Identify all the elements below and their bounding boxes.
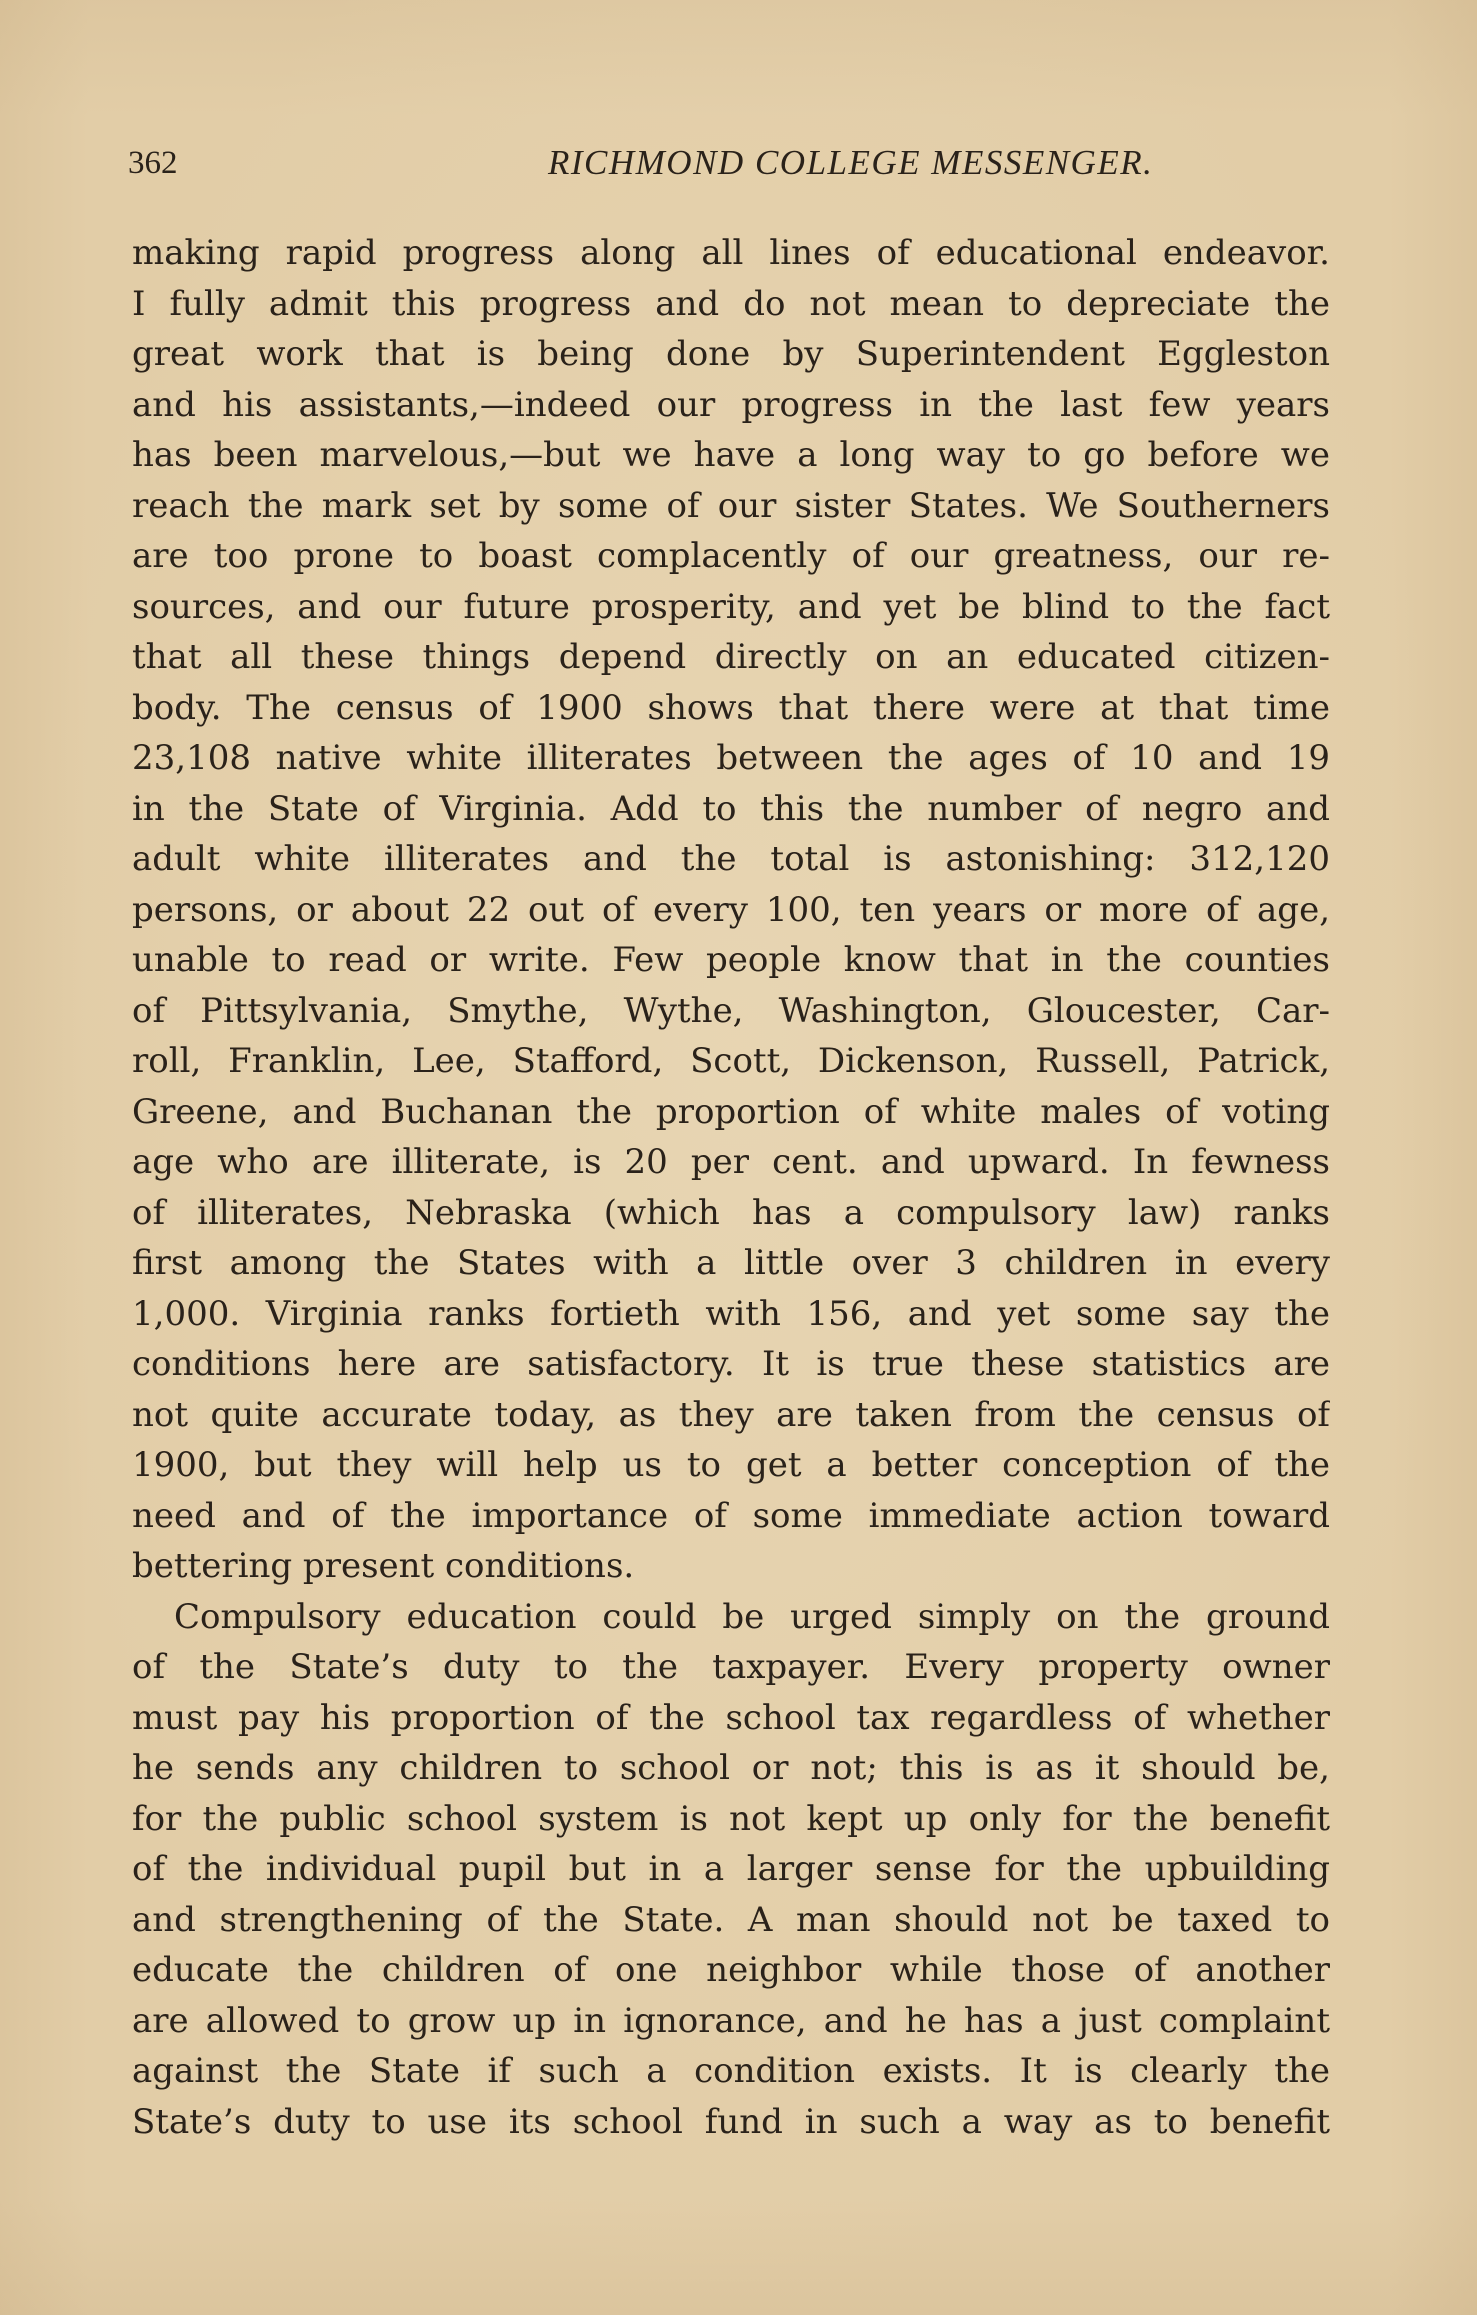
text-line: making rapid progress along all lines of educational endeavor. xyxy=(132,233,1330,273)
text-line: age who are illiterate, is 20 per cent. and upward. In fewness xyxy=(132,1142,1330,1182)
text-line: bettering present conditions. xyxy=(132,1546,635,1586)
text-line: has been marvelous,—but we have a long way to go before we xyxy=(132,435,1330,475)
text-line: I fully admit this progress and do not mean to depreciate the xyxy=(132,283,1330,324)
text-line: first among the States with a little over 3 children in every xyxy=(132,1243,1330,1283)
text-line: reach the mark set by some of our sister States. We Southerners xyxy=(132,485,1330,526)
running-head: RICHMOND COLLEGE MESSENGER. xyxy=(548,143,1154,182)
text-line: 23,108 native white illiterates between the ages of 10 and 19 xyxy=(132,738,1330,778)
text-line: unable to read or write. Few people know that in the counties xyxy=(132,940,1330,980)
text-line: conditions here are satisfactory. It is true these statistics are xyxy=(132,1344,1330,1384)
text-line: are too prone to boast complacently of our greatness, our re- xyxy=(132,536,1330,576)
text-line: and his assistants,—indeed our progress in the last few years xyxy=(132,384,1330,425)
text-line: educate the children of one neighbor while those of another xyxy=(132,1950,1330,1990)
text-line: not quite accurate today, as they are taken from the census of xyxy=(132,1394,1330,1435)
text-line: of Pittsylvania, Smythe, Wythe, Washington, Gloucester, Car- xyxy=(132,990,1330,1031)
text-line: and strengthening of the State. A man should not be taxed to xyxy=(132,1899,1330,1940)
text-line: in the State of Virginia. Add to this the number of negro and xyxy=(132,788,1330,829)
paragraph-2 xyxy=(132,1592,1330,2148)
text-line: State’s duty to use its school fund in such a way as to benefit xyxy=(132,2101,1330,2142)
paragraph-1 xyxy=(132,228,1330,1592)
text-line: 1900, but they will help us to get a better conception of the xyxy=(132,1445,1330,1485)
text-line: of illiterates, Nebraska (which has a compulsory law) ranks xyxy=(132,1192,1330,1233)
text-line: for the public school system is not kept up only for the benefit xyxy=(132,1798,1330,1839)
text-line: Greene, and Buchanan the proportion of white males of voting xyxy=(132,1091,1330,1132)
text-line: that all these things depend directly on an educated citizen- xyxy=(132,637,1330,677)
body-text xyxy=(132,228,1330,2147)
text-line: persons, or about 22 out of every 100, ten years or more of age, xyxy=(132,889,1330,930)
text-line: adult white illiterates and the total is astonishing: 312,120 xyxy=(132,839,1330,879)
text-line: he sends any children to school or not; this is as it should be, xyxy=(132,1748,1330,1788)
text-line: Compulsory education could be urged simply on the ground xyxy=(174,1596,1330,1637)
text-line: of the State’s duty to the taxpayer. Every property owner xyxy=(132,1647,1330,1687)
text-line: of the individual pupil but in a larger sense for the upbuilding xyxy=(132,1849,1330,1889)
text-line: sources, and our future prosperity, and yet be blind to the fact xyxy=(132,586,1330,627)
page-header xyxy=(128,138,1338,188)
page-number: 362 xyxy=(128,145,178,181)
text-line: against the State if such a condition exists. It is clearly the xyxy=(132,2051,1330,2091)
text-line: are allowed to grow up in ignorance, and he has a just complaint xyxy=(132,2000,1330,2041)
text-line: need and of the importance of some immediate action toward xyxy=(132,1495,1330,1536)
text-line: great work that is being done by Superintendent Eggleston xyxy=(132,334,1330,374)
text-line: body. The census of 1900 shows that there were at that time xyxy=(132,687,1330,728)
text-line: 1,000. Virginia ranks fortieth with 156, and yet some say the xyxy=(132,1293,1330,1334)
text-line: must pay his proportion of the school tax regardless of whether xyxy=(132,1697,1330,1738)
text-line: roll, Franklin, Lee, Stafford, Scott, Dickenson, Russell, Patrick, xyxy=(132,1041,1330,1081)
